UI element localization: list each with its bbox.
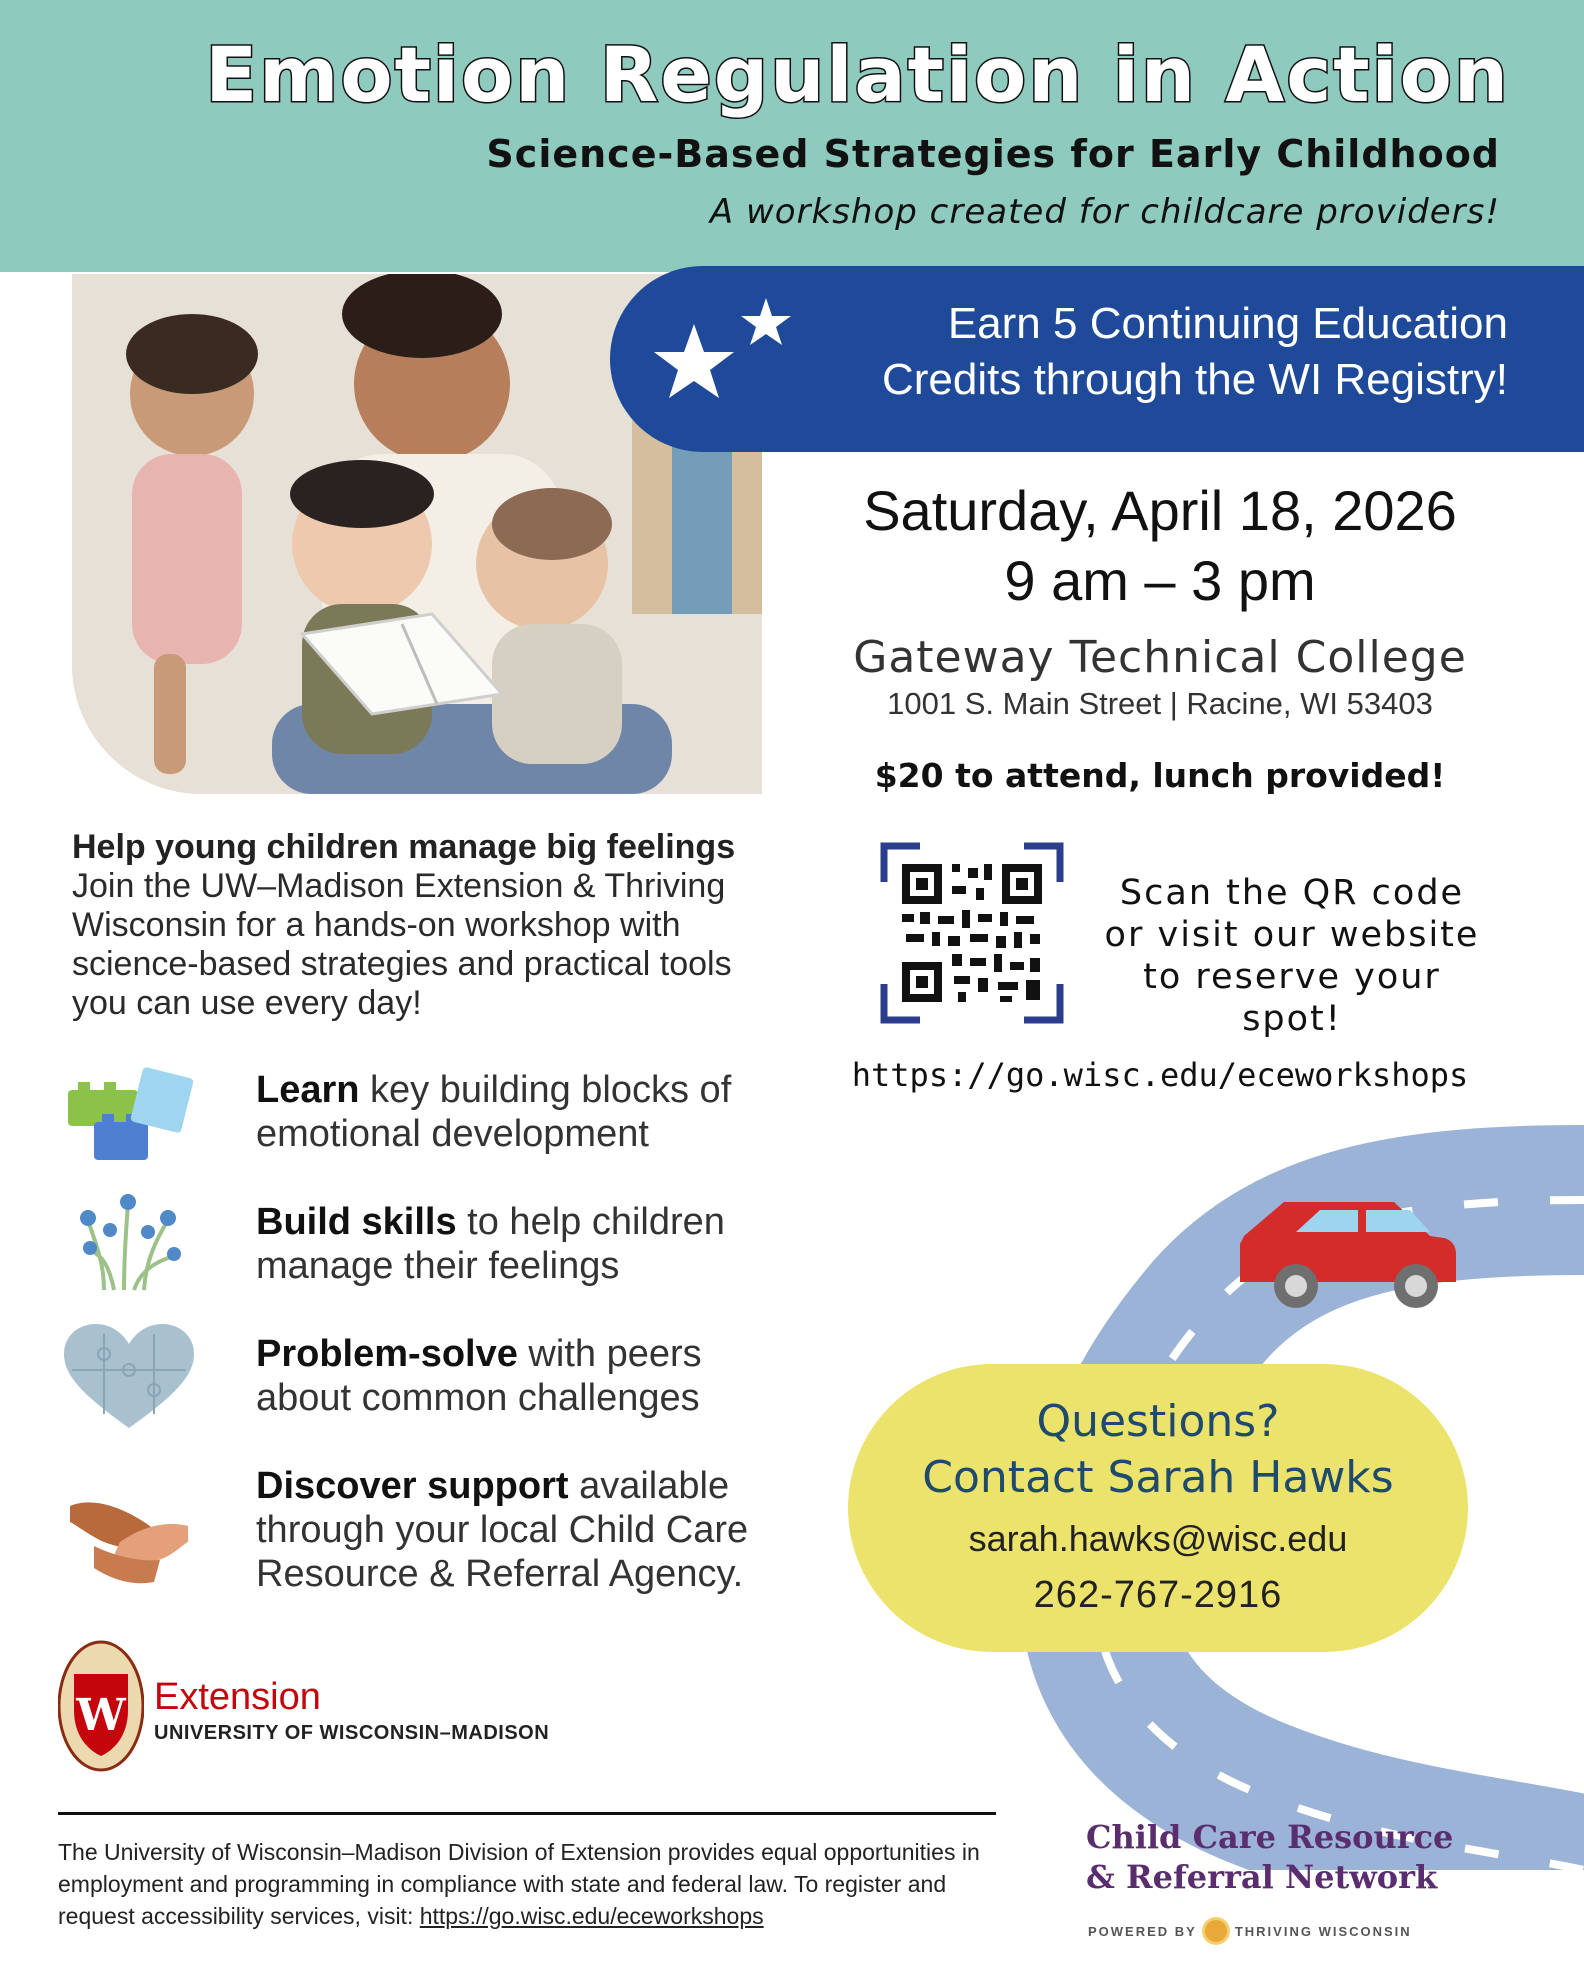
page-tagline: A workshop created for childcare providers!: [709, 192, 1500, 232]
uw-crest-icon: [58, 1640, 144, 1772]
hands-icon: [64, 1486, 194, 1596]
contact-email[interactable]: sarah.hawks@wisc.edu: [968, 1518, 1348, 1559]
list-item: [256, 1332, 776, 1420]
event-price: $20 to attend, lunch provided!: [874, 756, 1446, 795]
list-item: [256, 1464, 776, 1596]
credits-line-1: Earn 5 Continuing Education: [947, 299, 1508, 348]
scan-line-3: to reserve your spot!: [1143, 957, 1441, 1039]
contact-questions: Questions?: [1036, 1396, 1280, 1447]
scan-line-2: or visit our website: [1104, 915, 1480, 955]
list-item: [256, 1068, 776, 1156]
item-bold: Learn: [256, 1069, 360, 1111]
intro-paragraph: [72, 828, 792, 1023]
event-address: 1001 S. Main Street | Racine, WI 53403: [887, 686, 1433, 721]
disclaimer-body: The University of Wisconsin–Madison Division of Extension provides equal opportunities in employment and programming in compliance with state and federal law. To register and request accessibility services, visit:: [58, 1839, 980, 1929]
list-item: [256, 1200, 776, 1288]
credits-line-2: Credits through the WI Registry!: [881, 355, 1508, 404]
puzzle-heart-icon: [64, 1324, 194, 1434]
powered-by: [1088, 1920, 1412, 1942]
contact-box: [848, 1364, 1468, 1652]
partner-name: THRIVING WISCONSIN: [1234, 1923, 1412, 1939]
contact-phone[interactable]: 262-767-2916: [1033, 1574, 1283, 1616]
item-bold: Discover support: [256, 1465, 569, 1507]
sun-icon: [1205, 1920, 1227, 1942]
building-blocks-icon: [64, 1060, 194, 1170]
item-text: with peers about common challenges: [256, 1333, 702, 1419]
intro-heading: Help young children manage big feelings: [72, 828, 736, 866]
item-text: to help children manage their feelings: [256, 1201, 725, 1287]
item-bold: Problem-solve: [256, 1333, 518, 1375]
item-text: available through your local Child Care Resource & Referral Agency.: [256, 1465, 749, 1595]
network-name-line-2: & Referral Network: [1086, 1858, 1438, 1896]
credits-banner: [610, 266, 1584, 452]
intro-body: Join the UW–Madison Extension & Thriving Wisconsin for a hands-on workshop with science-based strategies and practical tools you can use every day!: [72, 867, 732, 1022]
svg-text:W: W: [76, 1690, 126, 1741]
stars-icon: [646, 286, 806, 426]
qr-code-icon[interactable]: [880, 842, 1064, 1024]
disclaimer-link[interactable]: https://go.wisc.edu/eceworkshops: [419, 1903, 764, 1929]
scan-instructions: [1092, 872, 1492, 1040]
header-banner: [0, 0, 1584, 272]
item-text: key building blocks of emotional development: [256, 1069, 732, 1155]
footer-divider: [58, 1812, 996, 1815]
page-subtitle: Science-Based Strategies for Early Childhood: [486, 132, 1500, 176]
item-bold: Build skills: [256, 1201, 457, 1243]
event-date: Saturday, April 18, 2026: [863, 479, 1457, 542]
registration-link[interactable]: https://go.wisc.edu/eceworkshops: [851, 1056, 1469, 1094]
powered-by-label: POWERED BY: [1088, 1923, 1197, 1939]
disclaimer-text: [58, 1836, 1018, 1932]
scan-line-1: Scan the QR code: [1119, 873, 1465, 913]
network-name-line-1: Child Care Resource: [1086, 1818, 1454, 1856]
extension-university: UNIVERSITY OF WISCONSIN–MADISON: [154, 1722, 550, 1744]
extension-name: Extension: [154, 1676, 321, 1718]
event-time: 9 am – 3 pm: [1004, 549, 1316, 612]
credits-text: [882, 296, 1508, 408]
contact-name: Contact Sarah Hawks: [922, 1452, 1394, 1503]
flowers-icon: [64, 1190, 194, 1300]
page-title: Emotion Regulation in Action: [205, 30, 1510, 119]
event-venue: Gateway Technical College: [853, 632, 1467, 683]
